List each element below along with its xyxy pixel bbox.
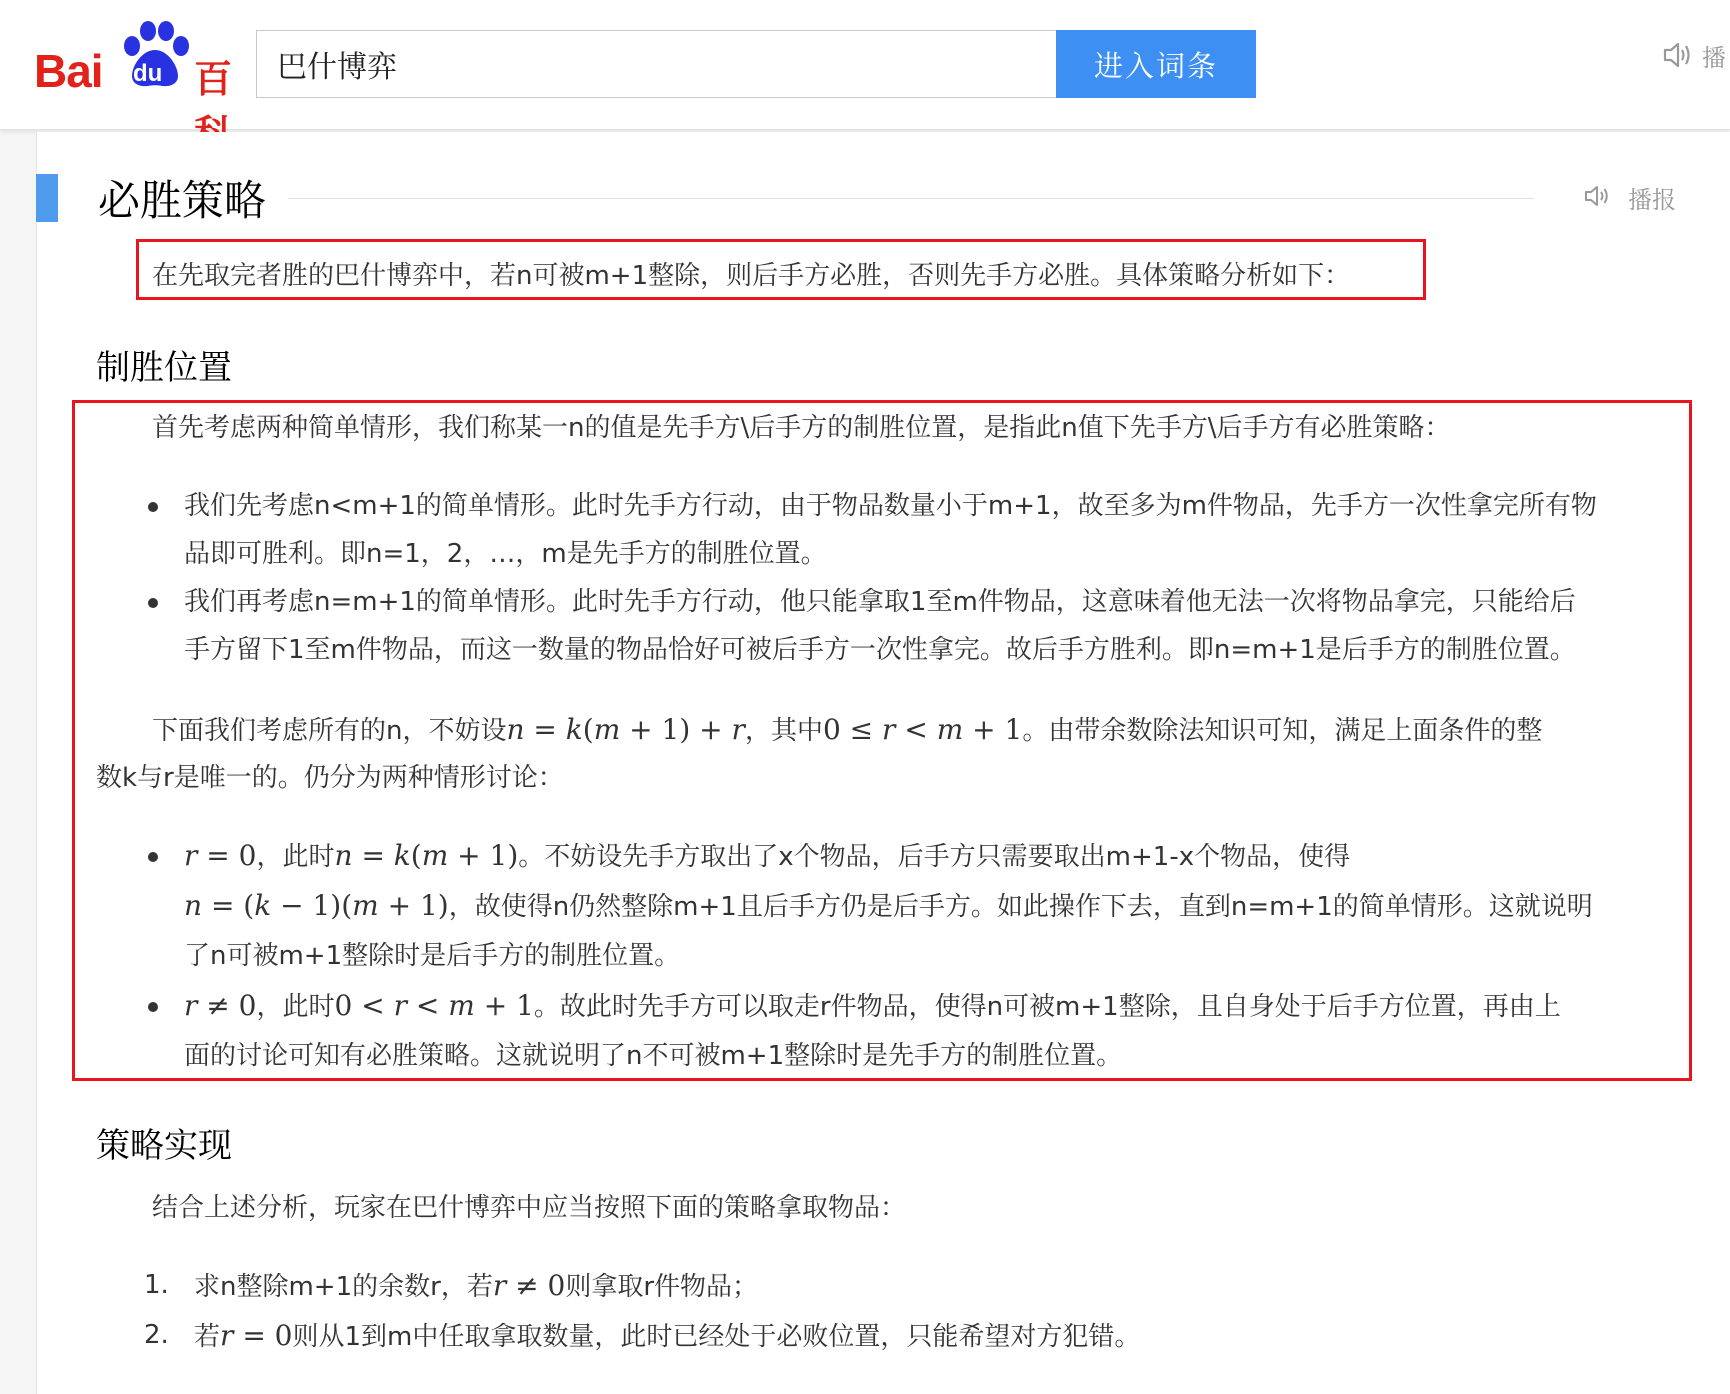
item2-text-b: 则从1到m中任取拿取数量，此时已经处于必败位置，只能希望对方犯错。: [292, 1322, 1141, 1352]
formula-n-eq-kmp1-r: n = k(m + 1) + r: [506, 713, 745, 746]
implementation-item1: [194, 1268, 758, 1305]
bullet: [148, 1002, 158, 1012]
bullet3-line1: [184, 838, 1350, 875]
subheading-winning-position: 制胜位置: [96, 348, 232, 388]
section-title: 必胜策略: [98, 176, 267, 225]
section-marker: [36, 174, 58, 222]
position-para2-line1: [152, 712, 1542, 749]
search-input[interactable]: [257, 31, 1056, 97]
formula-r-eq-0: r = 0: [184, 839, 257, 872]
bullet4-text-b: 。故此时先手方可以取走r件物品，使得n可被m+1整除，且自身处于后手方位置，再由上: [533, 992, 1561, 1022]
logo-bai-text: Bai: [34, 45, 103, 97]
read-aloud-label[interactable]: 播: [1702, 44, 1726, 72]
logo-du-text: du: [133, 60, 163, 87]
speaker-icon[interactable]: [1582, 181, 1612, 211]
para2-text-c: 。由带余数除法知识可知，满足上面条件的整: [1022, 716, 1543, 746]
formula-n-eq-kmp1: n = k(m + 1): [334, 839, 519, 872]
bullet: [148, 852, 158, 862]
section-divider: [288, 198, 1534, 199]
search-box: [256, 30, 1056, 98]
bullet3-text-a: ，此时: [256, 842, 335, 872]
speaker-icon[interactable]: [1660, 38, 1694, 72]
formula-r-neq-0: r ≠ 0: [184, 989, 257, 1022]
item1-text-b: 则拿取r件物品；: [565, 1272, 759, 1302]
bullet4-line2: 面的讨论可知有必胜策略。这就说明了n不可被m+1整除时是先手方的制胜位置。: [184, 1041, 1123, 1071]
implementation-para: 结合上述分析，玩家在巴什博弈中应当按照下面的策略拿取物品：: [152, 1193, 907, 1223]
baidu-baike-logo[interactable]: [34, 20, 240, 101]
formula-n-eq-km1-mp1: n = (k − 1)(m + 1): [184, 889, 449, 922]
bullet3-text-b: 。不妨设先手方取出了x个物品，后手方只需要取出m+1-x个物品，使得: [518, 842, 1351, 872]
bullet1-line2: 品即可胜利。即n=1，2，…，m是先手方的制胜位置。: [184, 539, 827, 569]
subheading-strategy-implementation: 策略实现: [96, 1126, 232, 1166]
bullet3-line2: [184, 888, 1593, 925]
enter-entry-button[interactable]: 进入词条: [1056, 30, 1256, 98]
implementation-item2: [194, 1318, 1140, 1355]
list-number: 1.: [144, 1270, 169, 1300]
bullet2-line1: 我们再考虑n=m+1的简单情形。此时先手方行动，他只能拿取1至m件物品，这意味着他无法一次将物品拿完，只能给后: [184, 587, 1576, 617]
formula-r-neq-0: r ≠ 0: [492, 1269, 566, 1302]
bullet3-text-line2: ，故使得n仍然整除m+1且后手方仍是后手方。如此操作下去，直到n=m+1的简单情形。这就说明: [448, 892, 1593, 922]
para2-text-b: ，其中: [744, 716, 823, 746]
position-para2-line2: 数k与r是唯一的。仍分为两种情形讨论：: [96, 763, 564, 793]
formula-r-eq-0: r = 0: [220, 1319, 293, 1352]
item1-text-a: 求n整除m+1的余数r，若: [194, 1272, 493, 1302]
bullet: [148, 502, 158, 512]
logo-baike-text: 百: [194, 57, 231, 101]
list-number: 2.: [144, 1320, 169, 1350]
bullet4-line1: [184, 988, 1561, 1025]
item2-text-a: 若: [194, 1322, 221, 1352]
section-read-aloud[interactable]: 播报: [1628, 186, 1676, 214]
para2-text-a: 下面我们考虑所有的n，不妨设: [152, 716, 507, 746]
formula-0-lt-r-lt-mp1: 0 < r < m + 1: [334, 989, 534, 1022]
bullet4-text-a: ，此时: [256, 992, 335, 1022]
bullet2-line2: 手方留下1至m件物品，而这一数量的物品恰好可被后手方一次性拿完。故后手方胜利。即n=m+1是后手方的制胜位置。: [184, 635, 1576, 665]
formula-r-range: 0 ≤ r < m + 1: [822, 713, 1023, 746]
bullet3-line3: 了n可被m+1整除时是后手方的制胜位置。: [184, 941, 681, 971]
position-para1: 首先考虑两种简单情形，我们称某一n的值是先手方\后手方的制胜位置，是指此n值下先手方\后手方有必胜策略：: [152, 413, 1451, 443]
intro-text: 在先取完者胜的巴什博弈中，若n可被m+1整除，则后手方必胜，否则先手方必胜。具体策略分析如下：: [152, 261, 1351, 291]
bullet1-line1: 我们先考虑n<m+1的简单情形。此时先手方行动，由于物品数量小于m+1，故至多为m件物品，先手方一次性拿完所有物: [184, 491, 1597, 521]
top-header: [0, 0, 1730, 130]
bullet: [148, 598, 158, 608]
